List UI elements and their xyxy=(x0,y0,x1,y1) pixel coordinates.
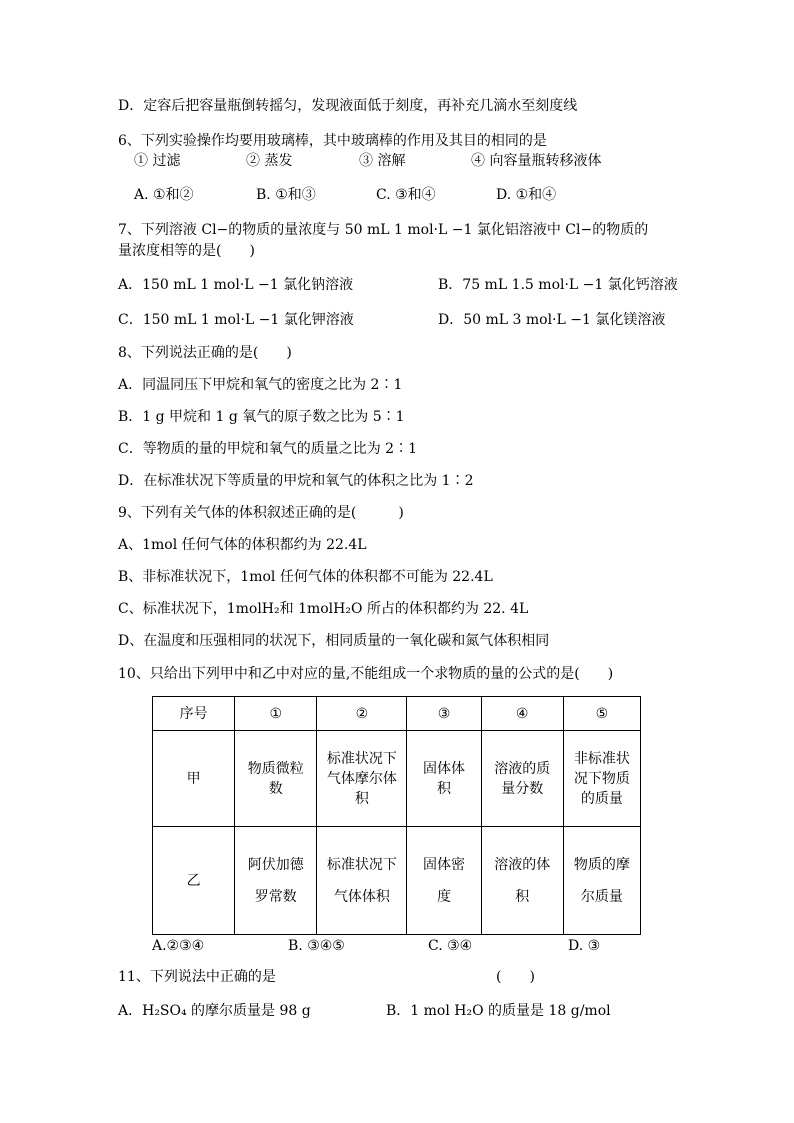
table-cell: 乙 xyxy=(153,827,235,935)
table-row-yi xyxy=(153,827,641,935)
table-cell: ③ xyxy=(407,697,481,731)
table-cell: ① xyxy=(235,697,317,731)
table-cell: 固体体积 xyxy=(407,731,481,827)
q10-option-c: C. ③④ xyxy=(428,938,473,954)
table-cell: 序号 xyxy=(153,697,235,731)
q8-option-c: C．等物质的量的甲烷和氧气的质量之比为 2∶1 xyxy=(118,441,417,457)
table-cell: 固体密度 xyxy=(407,827,481,935)
q6-option-b: B. ①和③ xyxy=(256,187,316,203)
q10-stem: 10、只给出下列甲中和乙中对应的量,不能组成一个求物质的量的公式的是( ) xyxy=(118,666,614,682)
table-header-row xyxy=(153,697,641,731)
line-d-prev: D．定容后把容量瓶倒转摇匀，发现液面低于刻度，再补充几滴水至刻度线 xyxy=(118,98,578,114)
q8-option-b: B．1 g 甲烷和 1 g 氧气的原子数之比为 5∶1 xyxy=(118,409,405,425)
q8-option-a: A．同温同压下甲烷和氧气的密度之比为 2∶1 xyxy=(118,377,403,393)
q8-stem: 8、下列说法正确的是( ) xyxy=(118,345,292,361)
table-cell: 溶液的质量分数 xyxy=(481,731,563,827)
q9-stem: 9、下列有关气体的体积叙述正确的是( ) xyxy=(118,505,404,521)
q6-option-a: A. ①和② xyxy=(134,187,194,203)
q10-option-b: B. ③④⑤ xyxy=(288,938,345,954)
table-cell: 标准状况下气体体积 xyxy=(317,827,407,935)
table-cell: ② xyxy=(317,697,407,731)
q6-item-1: ① 过滤 xyxy=(134,153,181,169)
q7-option-a: A．150 mL 1 mol·L −1 氯化钠溶液 xyxy=(118,277,354,293)
table-cell: ⑤ xyxy=(563,697,640,731)
q6-item-2: ② 蒸发 xyxy=(246,153,293,169)
q10-option-d: D. ③ xyxy=(568,938,601,954)
q11-stem: 11、下列说法中正确的是 xyxy=(118,969,276,985)
q11-option-b: B．1 mol H₂O 的质量是 18 g/mol xyxy=(386,1003,611,1019)
q9-option-b: B、非标准状况下，1mol 任何气体的体积都不可能为 22.4L xyxy=(118,569,493,585)
q7-option-c: C．150 mL 1 mol·L −1 氯化钾溶液 xyxy=(118,312,354,328)
table-cell: 标准状况下气体摩尔体积 xyxy=(317,731,407,827)
table-cell: 甲 xyxy=(153,731,235,827)
table-cell: 物质的摩尔质量 xyxy=(563,827,640,935)
table-cell: 物质微粒数 xyxy=(235,731,317,827)
q6-stem: 6、下列实验操作均要用玻璃棒，其中玻璃棒的作用及其目的相同的是 xyxy=(118,133,547,149)
table-cell: 阿伏加德罗常数 xyxy=(235,827,317,935)
q6-item-3: ③ 溶解 xyxy=(359,153,406,169)
table-cell: ④ xyxy=(481,697,563,731)
q8-option-d: D．在标准状况下等质量的甲烷和氧气的体积之比为 1∶2 xyxy=(118,473,474,489)
q9-option-c: C、标准状况下，1molH₂和 1molH₂O 所占的体积都约为 22. 4L xyxy=(118,601,529,617)
q10-table xyxy=(152,696,641,935)
table-cell: 溶液的体积 xyxy=(481,827,563,935)
q7-option-b: B．75 mL 1.5 mol·L −1 氯化钙溶液 xyxy=(438,277,678,293)
q7-stem-line2: 量浓度相等的是( ) xyxy=(118,243,255,259)
table-row-jia xyxy=(153,731,641,827)
q7-option-d: D．50 mL 3 mol·L −1 氯化镁溶液 xyxy=(438,312,666,328)
q6-option-d: D. ①和④ xyxy=(496,187,557,203)
q6-item-4: ④ 向容量瓶转移液体 xyxy=(471,153,602,169)
q10-option-a: A.②③④ xyxy=(152,938,205,954)
q7-stem-line1: 7、下列溶液 Cl−的物质的量浓度与 50 mL 1 mol·L −1 氯化铝溶液中 Cl−的物质的 xyxy=(118,222,649,238)
table-cell: 非标准状况下物质的质量 xyxy=(563,731,640,827)
q11-option-a: A．H₂SO₄ 的摩尔质量是 98 g xyxy=(118,1003,311,1019)
q11-answer-paren: ( ) xyxy=(496,969,535,985)
q9-option-a: A、1mol 任何气体的体积都约为 22.4L xyxy=(118,537,367,553)
q6-option-c: C. ③和④ xyxy=(376,187,436,203)
q9-option-d: D、在温度和压强相同的状况下，相同质量的一氧化碳和氮气体积相同 xyxy=(118,633,550,649)
